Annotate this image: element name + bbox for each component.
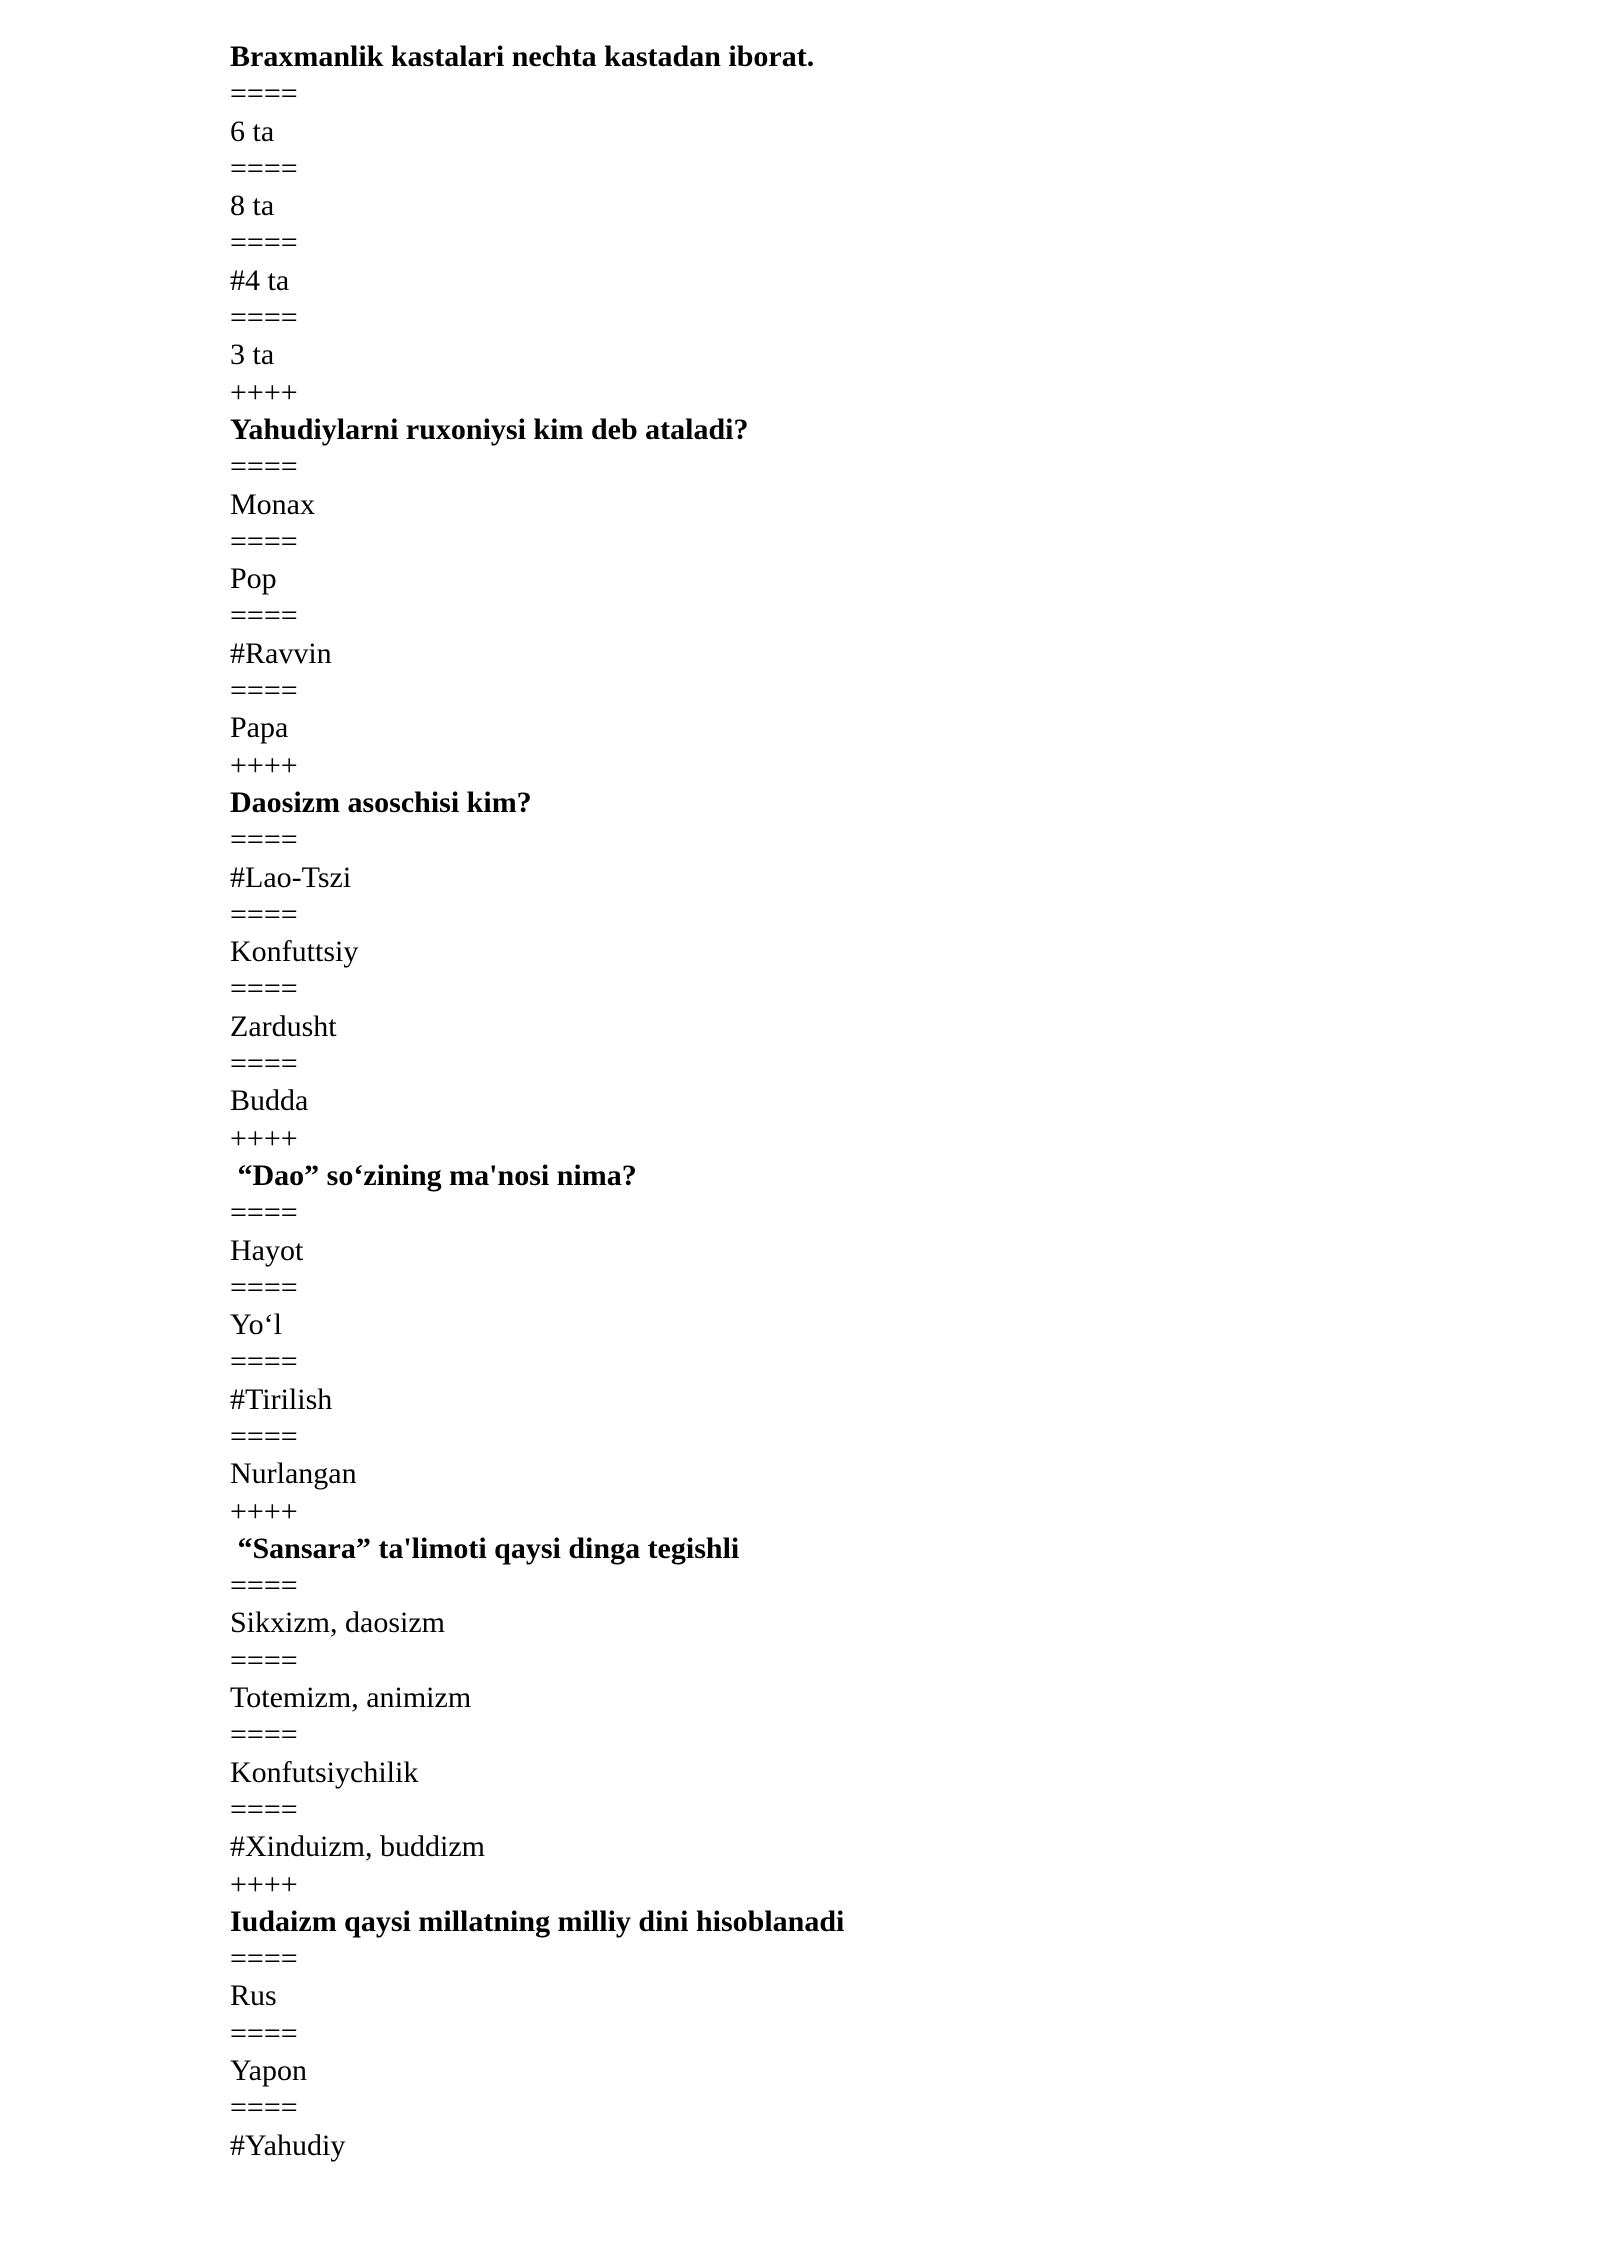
question-terminator: ++++ [230, 375, 298, 409]
question-text: “Sansara” ta'limoti qaysi dinga tegishli [230, 1531, 740, 1565]
question-text: Iudaizm qaysi millatning milliy dini hisoblanadi [230, 1904, 845, 1938]
answer-option: Monax [230, 487, 315, 521]
option-separator: ==== [230, 897, 298, 931]
option-separator: ==== [230, 2016, 298, 2050]
question-block [230, 1530, 1530, 1903]
answer-option: Totemizm, animizm [230, 1681, 472, 1715]
option-separator: ==== [230, 1047, 298, 1081]
quiz-document [230, 38, 1530, 2164]
option-separator: ==== [230, 2091, 298, 2125]
question-terminator: ++++ [230, 748, 298, 782]
answer-option: Konfutsiychilik [230, 1755, 419, 1789]
option-separator: ==== [230, 674, 298, 708]
question-terminator: ++++ [230, 1494, 298, 1528]
answer-option: #4 ta [230, 263, 290, 297]
answer-option: #Ravvin [230, 636, 332, 670]
question-text: Daosizm asoschisi kim? [230, 785, 532, 819]
option-separator: ==== [230, 1569, 298, 1603]
answer-option: #Lao-Tszi [230, 860, 352, 894]
option-separator: ==== [230, 1270, 298, 1304]
answer-option: Rus [230, 1979, 277, 2013]
option-separator: ==== [230, 599, 298, 633]
question-text: Yahudiylarni ruxoniysi kim deb ataladi? [230, 412, 749, 446]
question-terminator: ++++ [230, 1867, 298, 1901]
option-separator: ==== [230, 1942, 298, 1976]
answer-option: Yapon [230, 2054, 307, 2088]
question-block [230, 38, 1530, 411]
option-separator: ==== [230, 1419, 298, 1453]
option-separator: ==== [230, 524, 298, 558]
answer-option: Papa [230, 711, 289, 745]
option-separator: ==== [230, 1792, 298, 1826]
answer-option: Pop [230, 562, 277, 596]
question-text: Braxmanlik kastalari nechta kastadan iborat. [230, 40, 815, 73]
answer-option: #Xinduizm, buddizm [230, 1830, 485, 1864]
answer-option: 6 ta [230, 114, 275, 148]
answer-option: 8 ta [230, 189, 275, 223]
option-separator: ==== [230, 226, 298, 260]
answer-option: #Yahudiy [230, 2128, 346, 2162]
option-separator: ==== [230, 77, 298, 111]
option-separator: ==== [230, 450, 298, 484]
option-separator: ==== [230, 151, 298, 185]
answer-option: Konfuttsiy [230, 935, 359, 969]
answer-option: 3 ta [230, 338, 275, 372]
answer-option: Zardusht [230, 1009, 337, 1043]
option-separator: ==== [230, 301, 298, 335]
option-separator: ==== [230, 1643, 298, 1677]
answer-option: Nurlangan [230, 1457, 357, 1491]
question-block [230, 1903, 1530, 2164]
option-separator: ==== [230, 823, 298, 857]
question-block [230, 1157, 1530, 1530]
answer-option: Budda [230, 1084, 309, 1118]
option-separator: ==== [230, 1718, 298, 1752]
answer-option: Yo‘l [230, 1308, 282, 1342]
question-block [230, 784, 1530, 1157]
option-separator: ==== [230, 1345, 298, 1379]
answer-option: Sikxizm, daosizm [230, 1606, 445, 1640]
option-separator: ==== [230, 1196, 298, 1230]
question-block [230, 411, 1530, 784]
option-separator: ==== [230, 972, 298, 1006]
question-text: “Dao” so‘zining ma'nosi nima? [230, 1158, 637, 1192]
answer-option: Hayot [230, 1233, 304, 1267]
answer-option: #Tirilish [230, 1382, 333, 1416]
question-terminator: ++++ [230, 1121, 298, 1155]
